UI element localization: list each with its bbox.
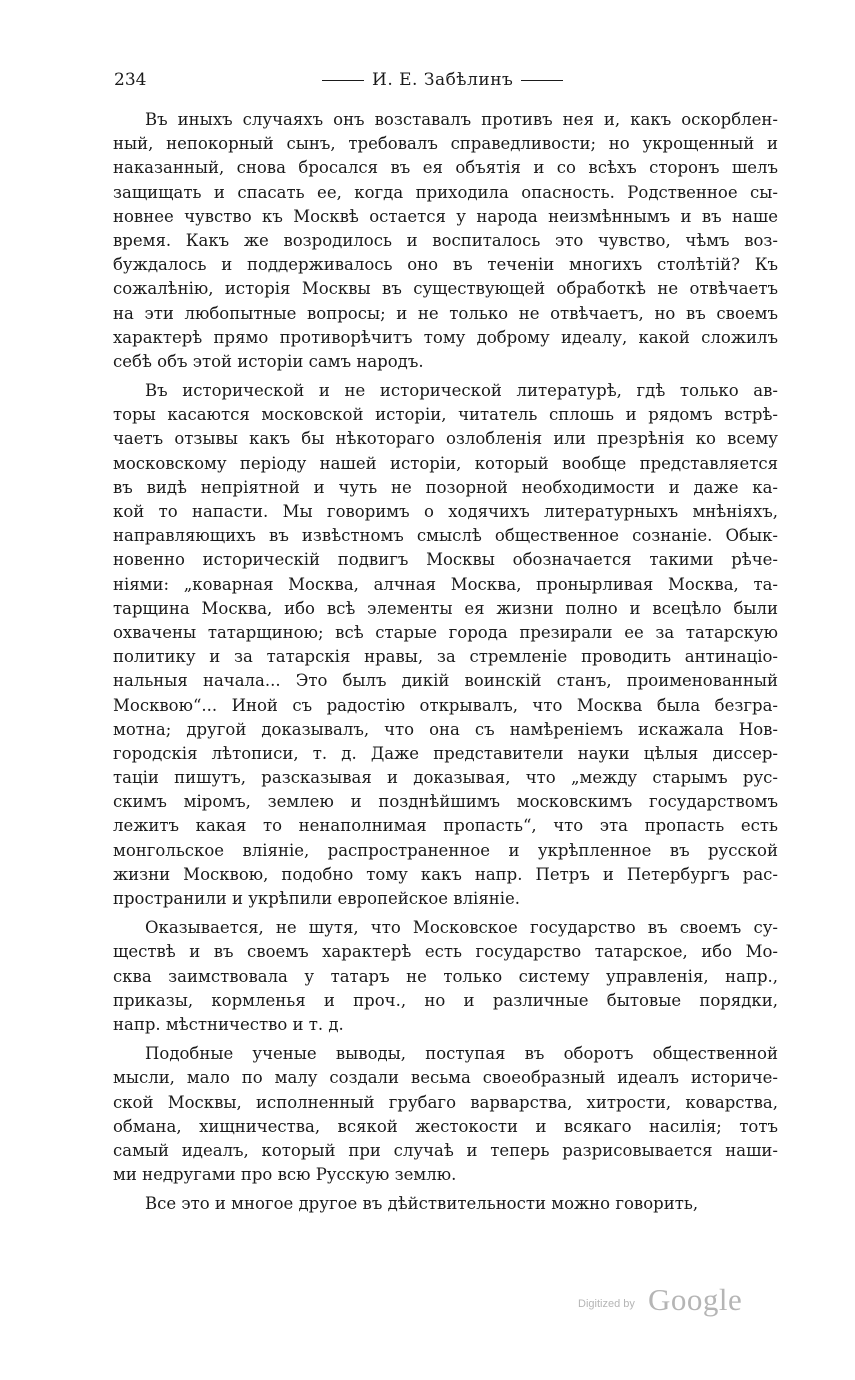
text-line: приказы, кормленья и проч., но и различные бытовые порядки,: [113, 990, 778, 1010]
text-line: ской Москвы, исполненный грубаго варварства, хитрости, коварства,: [113, 1092, 778, 1112]
right-rule: [521, 80, 563, 81]
text-line: новнее чувство къ Москвѣ остается у народа неизмѣннымъ и въ наше: [113, 206, 778, 226]
text-line: ный, непокорный сынъ, требовалъ справедливости; но укрощенный и: [113, 134, 778, 154]
text-line: самый идеалъ, который при случаѣ и теперь разрисовывается наши-: [113, 1140, 778, 1160]
text-line: Москвою“... Иной съ радостію открывалъ, что Москва была безгра-: [113, 695, 778, 715]
text-line: жизни Москвою, подобно тому какъ напр. Петръ и Петербургъ рас-: [113, 864, 778, 884]
digitized-by-google-watermark: [578, 1282, 758, 1322]
text-line: пространили и укрѣпили европейское вліяніе.: [113, 889, 521, 908]
text-line: Въ исторической и не исторической литературѣ, гдѣ только ав-: [145, 381, 778, 401]
text-line: ществѣ и въ своемъ характерѣ есть государство татарское, ибо Мо-: [113, 942, 778, 962]
watermark-brand: Google: [648, 1282, 743, 1317]
text-line: обмана, хищничества, всякой жестокости и всякаго насилія; тотъ: [113, 1116, 778, 1136]
text-line: напр. мѣстничество и т. д.: [113, 1014, 344, 1034]
text-line: кой то напасти. Мы говоримъ о ходячихъ литературныхъ мнѣніяхъ,: [113, 502, 778, 521]
text-line: характерѣ прямо противорѣчитъ тому доброму идеалу, какой сложилъ: [113, 327, 778, 347]
text-line: лежитъ какая то ненаполнимая пропасть“, что эта пропасть есть: [113, 816, 778, 836]
text-line: чаетъ отзывы какъ бы нѣкотораго озлобленія или презрѣнія ко всему: [113, 429, 778, 449]
paragraph: [113, 108, 778, 374]
text-line: Подобные ученые выводы, поступая въ оборотъ общественной: [145, 1044, 778, 1064]
text-line: сожалѣнію, исторія Москвы въ существующей обработкѣ не отвѣчаетъ: [113, 279, 778, 299]
text-line: буждалось и поддерживалось оно въ теченіи многихъ столѣтій? Къ: [113, 255, 778, 275]
left-rule: [322, 80, 364, 81]
text-line: охвачены татарщиною; всѣ старые города презирали ее за татарскую: [113, 622, 778, 642]
running-head: [314, 70, 571, 90]
text-line: торы касаются московской исторіи, читатель сплошь и рядомъ встрѣ-: [113, 405, 778, 425]
paragraph: [113, 1042, 778, 1187]
text-line: защищать и спасать ее, когда приходила опасность. Родственное сы-: [113, 182, 778, 202]
text-line: мотна; другой доказывалъ, что она съ намѣреніемъ искажала Нов-: [113, 719, 778, 739]
text-body: [113, 108, 778, 1221]
text-line: монгольское вліяніе, распространенное и укрѣпленное въ русской: [113, 840, 778, 860]
text-line: Въ иныхъ случаяхъ онъ возставалъ противъ нея и, какъ оскорблен-: [145, 110, 778, 129]
paragraph: [113, 916, 778, 1037]
paragraph: [113, 379, 778, 911]
text-line: направляющихъ въ извѣстномъ смыслѣ общественное сознаніе. Обык-: [113, 526, 778, 546]
text-line: мысли, мало по малу создали весьма своеобразный идеалъ историче-: [113, 1068, 778, 1088]
text-line: Все это и многое другое въ дѣйствительности можно говорить,: [145, 1194, 699, 1214]
text-line: политику и за татарскія нравы, за стремленіе проводить антинаціо-: [113, 647, 778, 667]
text-line: таціи пишутъ, разсказывая и доказывая, что „между старымъ рус-: [113, 768, 778, 788]
text-line: городскія лѣтописи, т. д. Даже представители науки цѣлыя диссер-: [113, 743, 778, 763]
text-line: нальныя начала... Это былъ дикій воинскій станъ, проименованный: [113, 671, 778, 691]
paragraph: [113, 1192, 778, 1216]
text-line: ми недругами про всю Русскую землю.: [113, 1165, 457, 1185]
watermark-prefix: Digitized by: [578, 1298, 635, 1310]
text-line: наказанный, снова бросался въ ея объятія и со всѣхъ сторонъ шелъ: [113, 158, 778, 178]
text-line: Оказывается, не шутя, что Московское государство въ своемъ су-: [145, 918, 778, 938]
text-line: себѣ объ этой исторіи самъ народъ.: [113, 351, 424, 371]
text-line: въ видѣ непріятной и чуть не позорной необходимости и даже ка-: [113, 477, 778, 497]
text-line: московскому періоду нашей исторіи, который вообще представляется: [113, 453, 778, 473]
text-line: скимъ міромъ, землею и позднѣйшимъ московскимъ государствомъ: [113, 792, 778, 812]
text-line: тарщина Москва, ибо всѣ элементы ея жизни полно и всецѣло были: [113, 598, 778, 618]
page-number: 234: [114, 70, 147, 90]
page-header: [114, 70, 776, 96]
text-line: сква заимствовала у татаръ не только систему управленія, напр.,: [113, 966, 778, 986]
text-line: ніями: „коварная Москва, алчная Москва, пронырливая Москва, та-: [113, 574, 778, 594]
text-line: новенно историческій подвигъ Москвы обозначается такими рѣче-: [113, 550, 778, 570]
running-head-title: И. Е. Забѣлинъ: [372, 70, 514, 90]
text-line: на эти любопытные вопросы; и не только не отвѣчаетъ, но въ своемъ: [113, 303, 778, 323]
text-line: время. Какъ же возродилось и воспиталось это чувство, чѣмъ воз-: [113, 230, 778, 250]
